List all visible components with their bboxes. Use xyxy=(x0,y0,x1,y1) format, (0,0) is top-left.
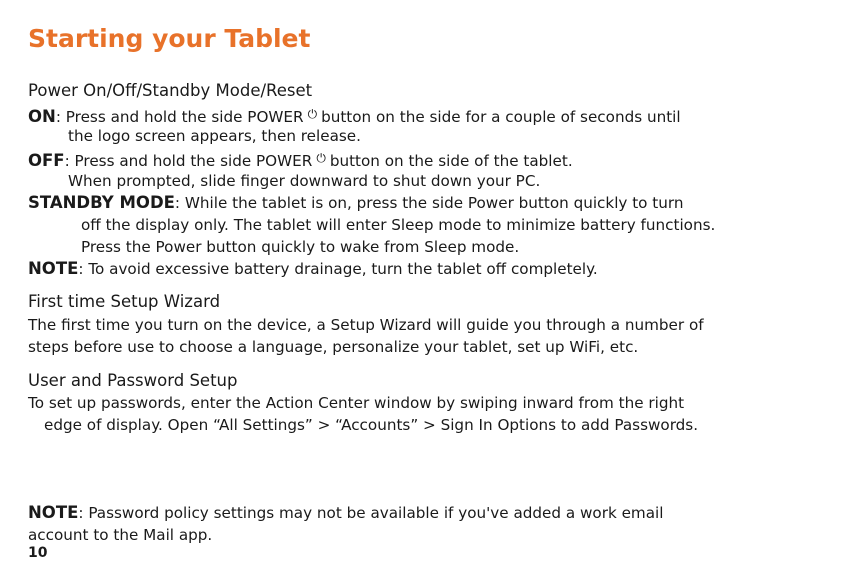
power-note-text: : To avoid excessive battery drainage, turn the tablet off completely. xyxy=(78,260,598,278)
on-text-b: button on the side for a couple of seconds until xyxy=(321,108,681,126)
on-paragraph-line-1 xyxy=(28,104,681,127)
power-icon: ⏻ xyxy=(316,151,326,165)
setup-section-heading: First time Setup Wizard xyxy=(28,292,221,311)
password-section-heading: User and Password Setup xyxy=(28,371,238,390)
off-paragraph-line-2: When prompted, slide finger downward to shut down your PC. xyxy=(68,172,541,190)
password-note-line-1 xyxy=(28,503,663,523)
standby-paragraph-line-1 xyxy=(28,193,684,213)
page-number: 10 xyxy=(28,545,48,561)
password-note-line-2: account to the Mail app. xyxy=(28,526,213,544)
setup-text-line-2: steps before use to choose a language, personalize your tablet, set up WiFi, etc. xyxy=(28,338,639,356)
off-text-b: button on the side of the tablet. xyxy=(329,152,573,170)
password-text-line-1: To set up passwords, enter the Action Center window by swiping inward from the right xyxy=(28,394,685,412)
standby-paragraph-line-3: Press the Power button quickly to wake from Sleep mode. xyxy=(81,238,520,256)
setup-text-line-1: The first time you turn on the device, a Setup Wizard will guide you through a number of xyxy=(28,316,704,334)
power-icon: ⏻ xyxy=(307,107,318,121)
on-label: ON xyxy=(28,107,56,126)
password-text-line-2: edge of display. Open “All Settings” > “Accounts” > Sign In Options to add Passwords. xyxy=(44,416,699,434)
power-note-line xyxy=(28,259,598,279)
standby-paragraph-line-2: off the display only. The tablet will enter Sleep mode to minimize battery functions. xyxy=(81,216,716,234)
power-section-heading: Power On/Off/Standby Mode/Reset xyxy=(28,81,313,100)
page-title: Starting your Tablet xyxy=(28,24,311,53)
on-text-a: : Press and hold the side POWER xyxy=(55,108,304,126)
off-label: OFF xyxy=(28,151,65,170)
standby-text-a: : While the tablet is on, press the side Power button quickly to turn xyxy=(174,194,684,212)
on-paragraph-line-2: the logo screen appears, then release. xyxy=(68,127,361,145)
off-paragraph-line-1 xyxy=(28,148,573,171)
password-note-text-a: : Password policy settings may not be available if you've added a work email xyxy=(78,504,664,522)
standby-label: STANDBY MODE xyxy=(28,193,175,212)
power-note-label: NOTE xyxy=(28,259,79,278)
off-text-a: : Press and hold the side POWER xyxy=(64,152,313,170)
password-note-label: NOTE xyxy=(28,503,79,522)
